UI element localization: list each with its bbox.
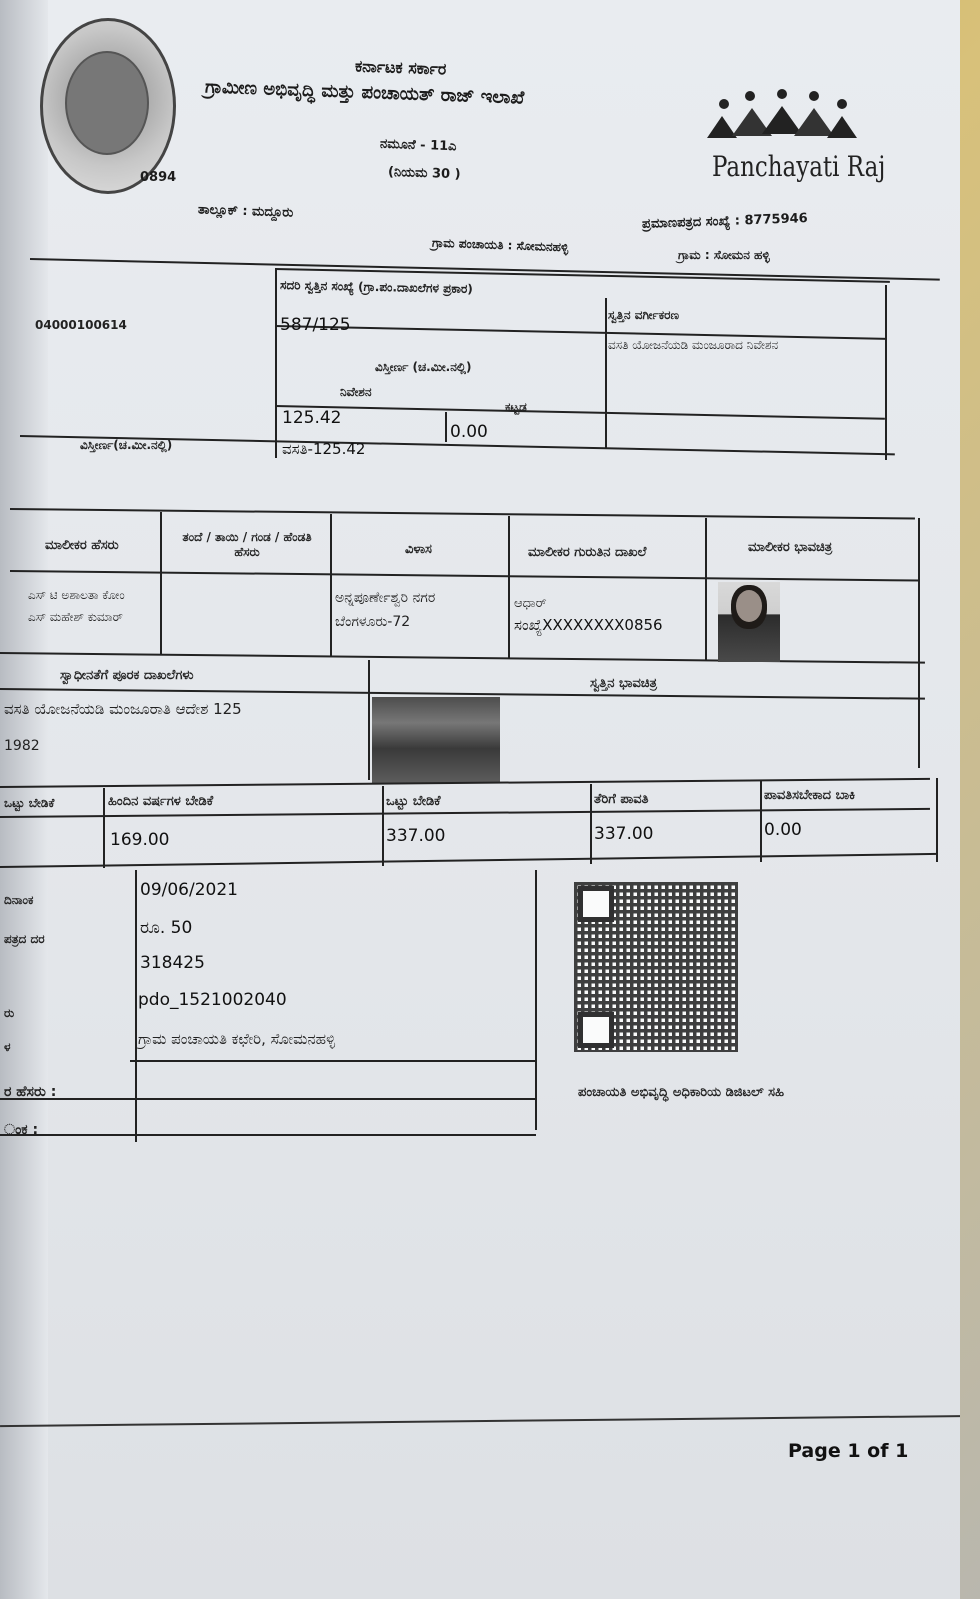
- village-label: ಗ್ರಾಮ : ಸೋಮನ ಹಳ್ಳಿ: [678, 248, 770, 262]
- balance-value: 0.00: [764, 820, 802, 840]
- previous-demand-header: ಹಿಂದಿನ ವರ್ಷಗಳ ಬೇಡಿಕೆ: [108, 794, 214, 809]
- total-area-value: ವಸತಿ-125.42: [282, 440, 366, 458]
- total-area-label: ವಿಸ್ತೀರ್ಣ(ಚ.ಮೀ.ನಲ್ಲಿ): [80, 438, 173, 452]
- document-line2: 1982: [4, 738, 40, 754]
- property-class-value: ವಸತಿ ಯೋಜನೆಯಡಿ ಮಂಜೂರಾದ ನಿವೇಶನ: [608, 338, 779, 352]
- address-header: ವಿಳಾಸ: [405, 542, 432, 557]
- site-label: ನಿವೇಶನ: [340, 385, 372, 399]
- date-label: ದಿನಾಂಕ: [4, 893, 34, 907]
- area-label: ವಿಸ್ತೀರ್ಣ (ಚ.ಮೀ.ನಲ್ಲಿ): [375, 360, 472, 374]
- relation-header: ತಂದೆ / ತಾಯಿ / ಗಂಡ / ಹೆಂಡತಿ ಹೆಸರು: [182, 530, 312, 559]
- government-seal: [40, 18, 176, 194]
- user-label: ರು: [4, 1006, 15, 1020]
- owner-photo: [718, 582, 780, 662]
- document-line1: ವಸತಿ ಯೋಜನೆಯಡಿ ಮಂಜೂರಾತಿ ಆದೇಶ 125: [4, 700, 242, 718]
- owner-id-number: ಸಂಖ್ಯೆXXXXXXXX0856: [514, 616, 663, 634]
- property-number: 587/125: [280, 315, 351, 335]
- property-number-label: ಸದರಿ ಸ್ವತ್ತಿನ ಸಂಖ್ಯೆ (ಗ್ರಾ.ಪಂ.ದಾಖಲೆಗಳ ಪ್ರಕಾರ): [279, 277, 473, 297]
- state-title: ಕರ್ನಾಟಕ ಸರ್ಕಾರ: [354, 56, 447, 79]
- footer-divider: [0, 1415, 960, 1427]
- tax-paid-value: 337.00: [594, 824, 654, 844]
- panchayati-raj-logo: [702, 88, 862, 148]
- tax-paid-header: ತೆರಿಗೆ ಪಾವತಿ: [594, 792, 649, 807]
- owner-address-line2: ಬೆಂಗಳೂರು-72: [335, 614, 411, 630]
- sign-label: ಂಕ :: [4, 1122, 39, 1138]
- gram-panchayat-label: ಗ್ರಾಮ ಪಂಚಾಯತಿ : ಸೋಮನಹಳ್ಳಿ: [431, 235, 569, 255]
- demand-header: ಒಟ್ಟು ಬೇಡಿಕೆ: [386, 794, 441, 809]
- rule-number: (ನಿಯಮ 30 ): [387, 164, 461, 183]
- issue-date: 09/06/2021: [140, 880, 238, 900]
- owner-name-header: ಮಾಲೀಕರ ಹೆಸರು: [45, 538, 119, 553]
- taluk-label: ತಾಲ್ಲೂಕ್ : ಮದ್ದೂರು: [197, 202, 294, 221]
- issuing-office: ಗ್ರಾಮ ಪಂಚಾಯತಿ ಕಛೇರಿ, ಸೋಮನಹಳ್ಳಿ: [138, 1030, 336, 1048]
- total-demand-header: ಒಟ್ಟು ಬೇಡಿಕೆ: [4, 796, 55, 810]
- issuer-name-label: ರ ಹೆಸರು :: [4, 1084, 57, 1100]
- qr-code: [574, 882, 738, 1052]
- issuing-user: pdo_1521002040: [138, 990, 287, 1010]
- receipt-number: 318425: [140, 953, 205, 973]
- certificate-fee: ರೂ. 50: [140, 918, 193, 938]
- balance-header: ಪಾವತಿಸಬೇಕಾದ ಬಾಕಿ: [764, 788, 856, 803]
- owner-photo-header: ಮಾಲೀಕರ ಭಾವಚಿತ್ರ: [748, 540, 833, 555]
- brand-name: Panchayati Raj: [712, 150, 886, 183]
- previous-demand-value: 169.00: [110, 830, 170, 850]
- owner-name-line2: ಎಸ್ ಮಹೇಶ್ ಕುಮಾರ್: [28, 610, 123, 624]
- office-label: ಳ: [4, 1040, 11, 1054]
- owner-address-line1: ಅನ್ನಪೂರ್ಣೇಶ್ವರಿ ನಗರ: [335, 590, 436, 606]
- owner-id-line1: ಆಧಾರ್: [514, 596, 547, 611]
- building-label: ಕಟ್ಟಡ: [505, 400, 527, 414]
- property-photo-label: ಸ್ವತ್ತಿನ ಭಾವಚಿತ್ರ: [590, 676, 657, 691]
- property-id: 04000100614: [35, 318, 127, 332]
- demand-value: 337.00: [386, 826, 446, 846]
- digital-signature-label: ಪಂಚಾಯತಿ ಅಭಿವೃದ್ಧಿ ಅಧಿಕಾರಿಯ ಡಿಜಿಟಲ್ ಸಹಿ: [578, 1085, 785, 1100]
- form-number: ನಮೂನೆ - 11ಎ: [379, 136, 457, 155]
- building-area-value: 0.00: [450, 422, 488, 442]
- certificate-number: ಪ್ರಮಾಣಪತ್ರದ ಸಂಖ್ಯೆ : 8775946: [641, 211, 808, 232]
- property-photo: [372, 697, 500, 783]
- property-class-label: ಸ್ವತ್ತಿನ ವರ್ಗೀಕರಣ: [608, 308, 679, 322]
- fee-label: ಪತ್ರದ ದರ: [4, 932, 45, 946]
- seal-number: 0894: [140, 170, 177, 185]
- id-document-header: ಮಾಲೀಕರ ಗುರುತಿನ ದಾಖಲೆ: [528, 545, 647, 560]
- page-number: Page 1 of 1: [788, 1440, 909, 1462]
- owner-name-line1: ಎಸ್ ಟಿ ಅಶಾಲತಾ ಕೋಂ: [28, 588, 125, 602]
- documents-label: ಸ್ವಾಧೀನತೆಗೆ ಪೂರಕ ದಾಖಲೆಗಳು: [60, 668, 194, 683]
- department-title: ಗ್ರಾಮೀಣ ಅಭಿವೃದ್ಧಿ ಮತ್ತು ಪಂಚಾಯತ್ ರಾಜ್ ಇಲಾಖೆ: [204, 76, 525, 109]
- site-area-value: 125.42: [282, 408, 342, 428]
